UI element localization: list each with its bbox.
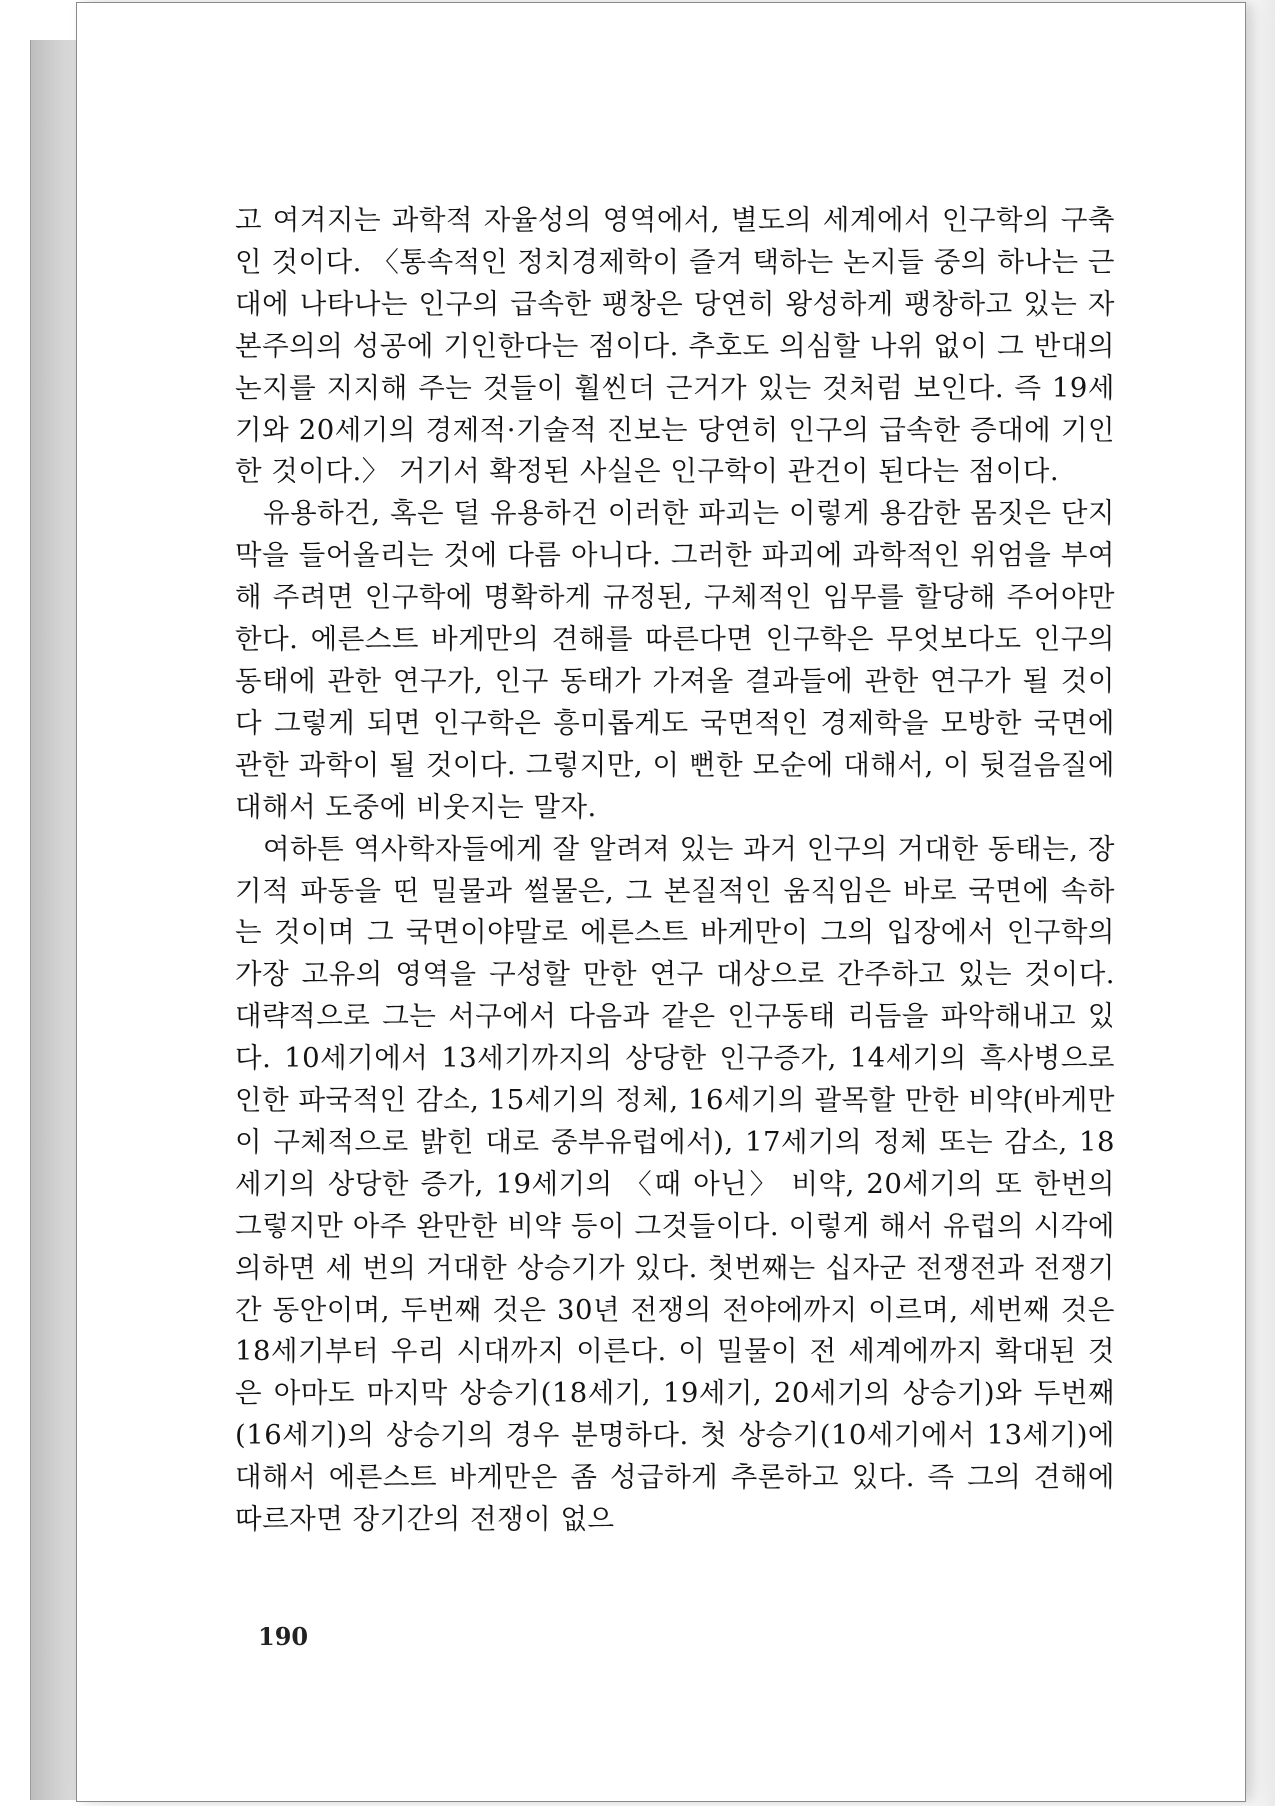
book-spine [30, 40, 79, 1800]
paragraph: 고 여겨지는 과학적 자율성의 영역에서, 별도의 세계에서 인구학의 구축인 것이다. 〈통속적인 정치경제학이 즐겨 택하는 논지들 중의 하나는 근대에 나타나는 인구의 급속한 팽창은 당연히 왕성하게 팽창하고 있는 자본주의의 성공에 기인한다는 점이다. 추호도 의심할 나위 없이 그 반대의 논지를 지지해 주는 것들이 훨씬더 근거가 있는 것처럼 보인다. 즉 19세기와 20세기의 경제적·기술적 진보는 당연히 인구의 급속한 증대에 기인한 것이다.〉 거기서 확정된 사실은 인구학이 관건이 된다는 점이다. [235, 204, 1115, 488]
paragraph: 여하튼 역사학자들에게 잘 알려져 있는 과거 인구의 거대한 동태는, 장기적 파동을 띤 밀물과 썰물은, 그 본질적인 움직임은 바로 국면에 속하는 것이며 그 국면이야말로 에른스트 바게만이 그의 입장에서 인구학의 가장 고유의 영역을 구성할 만한 연구 대상으로 간주하고 있는 것이다. 대략적으로 그는 서구에서 다음과 같은 인구동태 리듬을 파악해내고 있다. 10세기에서 13세기까지의 상당한 인구증가, 14세기의 흑사병으로 인한 파국적인 감소, 15세기의 정체, 16세기의 괄목할 만한 비약(바게만이 구체적으로 밝힌 대로 중부유럽에서), 17세기의 정체 또는 감소, 18세기의 상당한 증가, 19세기의 〈때 아닌〉 비약, 20세기의 또 한번의 그렇지만 아주 완만한 비약 등이 그것들이다. 이렇게 해서 유럽의 시각에 의하면 세 번의 거대한 상승기가 있다. 첫번째는 십자군 전쟁전과 전쟁기간 동안이며, 두번째 것은 30년 전쟁의 전야에까지 이르며, 세번째 것은 18세기부터 우리 시대까지 이른다. 이 밀물이 전 세계에까지 확대된 것은 아마도 마지막 상승기(18세기, 19세기, 20세기의 상승기)와 두번째(16세기)의 상승기의 경우 분명하다. 첫 상승기(10세기에서 13세기)에 대해서 에른스트 바게만은 좀 성급하게 추론하고 있다. 즉 그의 견해에 따르자면 장기간의 전쟁이 없으 [235, 832, 1116, 1536]
body-text [235, 200, 1115, 1541]
paragraph: 유용하건, 혹은 덜 유용하건 이러한 파괴는 이렇게 용감한 몸짓은 단지 막을 들어올리는 것에 다름 아니다. 그러한 파괴에 과학적인 위엄을 부여해 주려면 인구학에 명확하게 규정된, 구체적인 임무를 할당해 주어야만 한다. 에른스트 바게만의 견해를 따른다면 인구학은 무엇보다도 인구의 동태에 관한 연구가, 인구 동태가 가져올 결과들에 관한 연구가 될 것이다 그렇게 되면 인구학은 흥미롭게도 국면적인 경제학을 모방한 국면에 관한 과학이 될 것이다. 그렇지만, 이 뻔한 모순에 대해서, 이 뒷걸음질에 대해서 도중에 비웃지는 말자. [235, 497, 1115, 823]
page-edge-shadow [1245, 0, 1275, 1806]
page-number: 190 [258, 1622, 309, 1651]
